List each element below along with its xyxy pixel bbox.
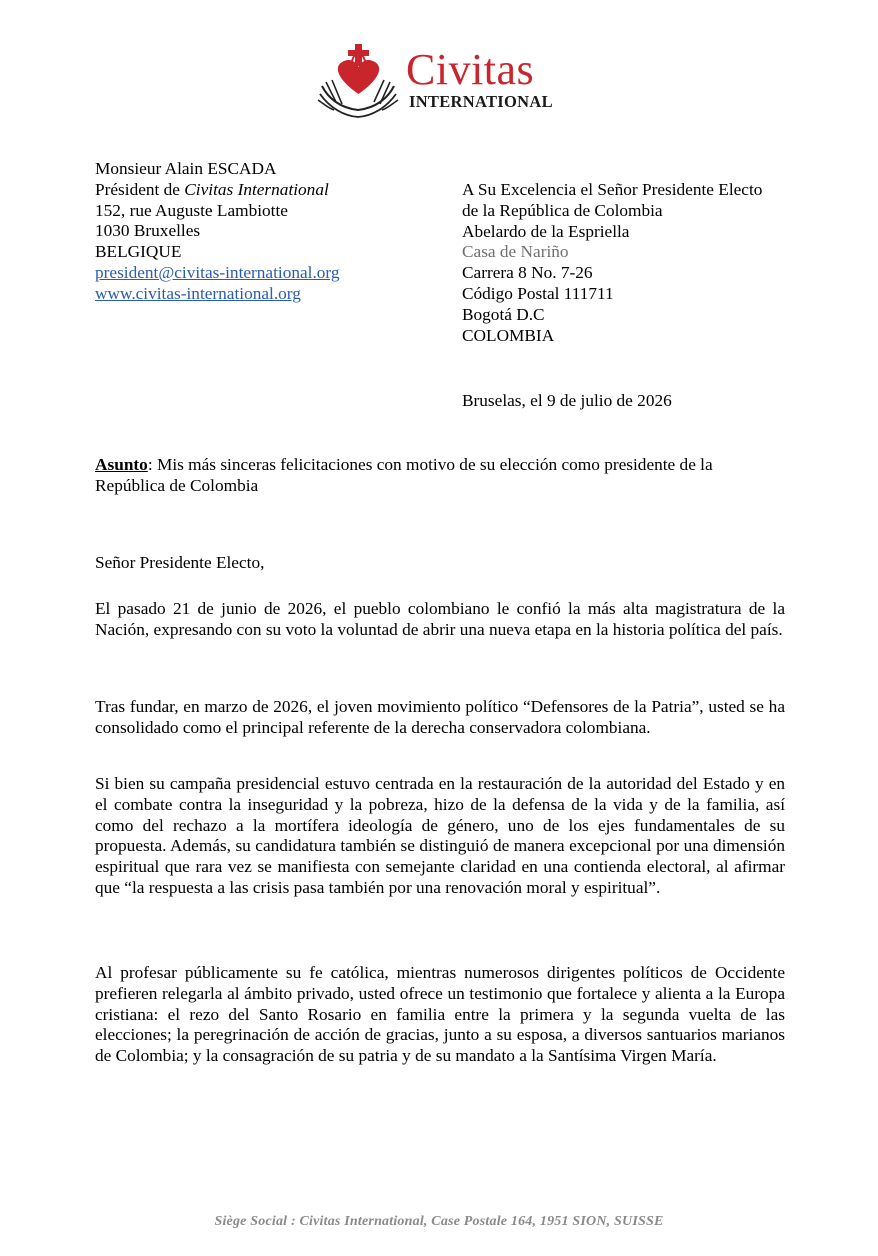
- subject-separator: :: [147, 455, 157, 474]
- body-paragraph: Al profesar públicamente su fe católica, mientras numerosos dirigentes políticos de Occidente prefieren relegarla al ámbito privado, usted ofrece un testimonio que fortalece y alienta a la Europa cristiana: el rezo del Santo Rosario en familia entre la primera y la segunda vuelta de las elecciones; la peregrinación de acción de gracias, junto a su esposa, a diversos santuarios marianos de Colombia; y la consagración de su patria y de su mandato a la Santísima Virgen María.: [95, 963, 785, 1066]
- subject-label: Asunto: [95, 455, 148, 474]
- sender-title-org: Civitas International: [184, 179, 329, 199]
- recipient-line: Carrera 8 No. 7-26: [462, 263, 593, 283]
- salutation: Señor Presidente Electo,: [95, 553, 265, 572]
- body-paragraph: El pasado 21 de junio de 2026, el pueblo colombiano le confió la más alta magistratura de la Nación, expresando con su voto la voluntad de abrir una nueva etapa en la historia política del país.: [95, 599, 785, 639]
- sacred-heart-hands-icon: [318, 42, 408, 120]
- date-line: Bruselas, el 9 de julio de 2026: [462, 391, 672, 410]
- recipient-line: Código Postal 111711: [462, 283, 614, 303]
- footer-registered-office: Siège Social : Civitas International, Case Postale 164, 1951 SION, SUISSE: [214, 1214, 664, 1229]
- sender-country: BELGIQUE: [95, 242, 182, 262]
- recipient-address-block: [462, 180, 802, 346]
- logo-wordmark: Civitas: [406, 45, 535, 94]
- sender-city: 1030 Bruxelles: [95, 221, 201, 241]
- sender-email-link[interactable]: president@civitas-international.org: [95, 262, 340, 282]
- body-paragraph: Tras fundar, en marzo de 2026, el joven movimiento político “Defensores de la Patria”, usted se ha consolidado como el principal referente de la derecha conservadora colombiana.: [95, 697, 785, 737]
- subject-line: [95, 455, 785, 497]
- sender-address-block: [95, 159, 435, 305]
- sender-name: Monsieur Alain ESCADA: [95, 159, 277, 178]
- recipient-line: Abelardo de la Espriella: [462, 221, 630, 241]
- sender-street: 152, rue Auguste Lambiotte: [95, 200, 288, 220]
- logo-subtitle: INTERNATIONAL: [409, 92, 553, 111]
- sender-title-prefix: Président de: [95, 179, 185, 199]
- sender-title: [95, 180, 435, 201]
- subject-text: Mis más sinceras felicitaciones con motivo de su elección como presidente de la República de Colombia: [95, 455, 713, 495]
- recipient-line: Bogotá D.C: [462, 304, 545, 324]
- recipient-line: A Su Excelencia el Señor Presidente Electo: [462, 180, 763, 199]
- recipient-line: COLOMBIA: [462, 325, 555, 345]
- body-paragraph: Si bien su campaña presidencial estuvo centrada en la restauración de la autoridad del Estado y en el combate contra la inseguridad y la pobreza, hizo de la defensa de la vida y de la familia, así como del rechazo a la mortífera ideología de género, uno de los ejes fundamentales de su propuesta. Además, su candidatura también se distinguió de manera excepcional por una dimensión espiritual que rara vez se manifiesta con semejante claridad en una contienda electoral, al afirmar que “la respuesta a las crisis pasa también por una renovación moral y espiritual”.: [95, 774, 785, 897]
- recipient-line: Casa de Nariño: [462, 242, 569, 262]
- civitas-logo: [318, 42, 568, 120]
- sender-website-link[interactable]: www.civitas-international.org: [95, 283, 301, 303]
- recipient-line: de la República de Colombia: [462, 200, 663, 220]
